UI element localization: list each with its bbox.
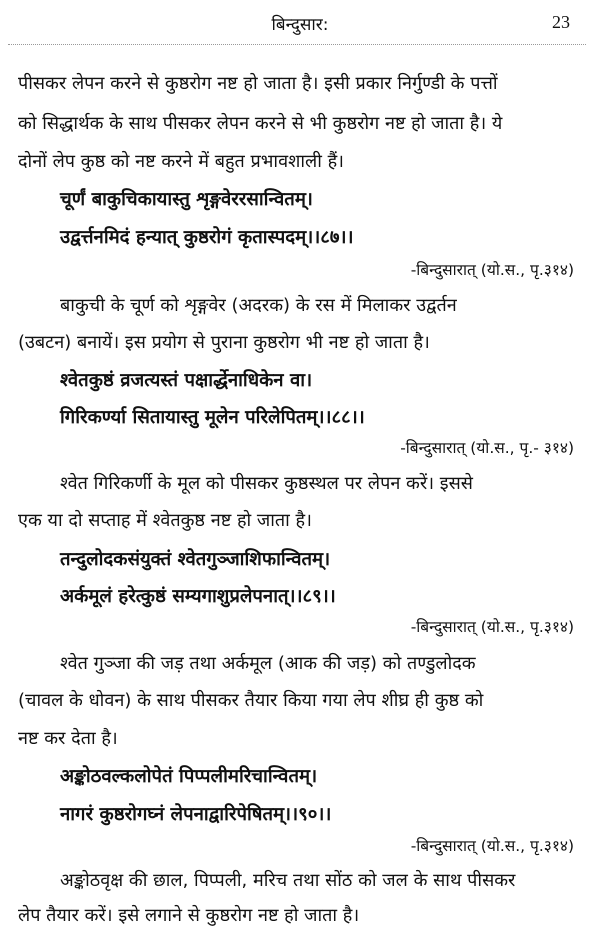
citation: -बिन्दुसारात् (यो.स., पृ.३१४) xyxy=(410,837,574,855)
verse-line: उद्वर्त्तनमिदं हन्यात् कुष्ठरोगं कृतास्पदम्।।८७।। xyxy=(60,227,354,248)
text-line: एक या दो सप्ताह में श्वेतकुष्ठ नष्ट हो जाता है। xyxy=(18,510,312,531)
verse-line: चूर्णं बाकुचिकायास्तु शृङ्गवेररसान्वितम्। xyxy=(60,189,313,210)
text-line: लेप तैयार करें। इसे लगाने से कुष्ठरोग नष्ट हो जाता है। xyxy=(18,905,360,926)
page-header xyxy=(0,0,600,50)
text-line: श्वेत गिरिकर्णी के मूल को पीसकर कुष्ठस्थल पर लेपन करें। इससे xyxy=(60,473,473,494)
verse-line: अर्कमूलं हरेत्कुष्ठं सम्यगाशुप्रलेपनात्।।८९।। xyxy=(60,586,336,607)
text-line: बाकुची के चूर्ण को शृङ्गवेर (अदरक) के रस में मिलाकर उद्वर्तन xyxy=(60,295,457,316)
text-line: नष्ट कर देता है। xyxy=(18,728,118,749)
citation: -बिन्दुसारात् (यो.स., पृ.३१४) xyxy=(410,618,574,636)
header-divider xyxy=(8,44,586,45)
text-line: (चावल के धोवन) के साथ पीसकर तैयार किया गया लेप शीघ्र ही कुष्ठ को xyxy=(18,690,484,711)
text-line: पीसकर लेपन करने से कुष्ठरोग नष्ट हो जाता है। इसी प्रकार निर्गुण्डी के पत्तों xyxy=(18,73,498,94)
text-line: अङ्कोठवृक्ष की छाल, पिप्पली, मरिच तथा सोंठ को जल के साथ पीसकर xyxy=(60,870,516,891)
text-line: श्वेत गुञ्जा की जड़ तथा अर्कमूल (आक की जड़) को तण्डुलोदक xyxy=(60,653,476,674)
verse-line: नागरं कुष्ठरोगघ्नं लेपनाद्वारिपेषितम्।।९०।। xyxy=(60,804,332,825)
verse-line: गिरिकर्ण्या सितायास्तु मूलेन परिलेपितम्।।८८।। xyxy=(60,407,365,428)
verse-line: श्वेतकुष्ठं व्रजत्यस्तं पक्षार्द्धेनाधिकेन वा। xyxy=(60,370,313,391)
text-line: को सिद्धार्थक के साथ पीसकर लेपन करने से भी कुष्ठरोग नष्ट हो जाता है। ये xyxy=(18,113,503,134)
text-line: दोनों लेप कुष्ठ को नष्ट करने में बहुत प्रभावशाली हैं। xyxy=(18,151,344,172)
citation: -बिन्दुसारात् (यो.स., पृ.- ३१४) xyxy=(400,439,574,457)
verse-line: तन्दुलोदकसंयुक्तं श्वेतगुञ्जाशिफान्वितम्। xyxy=(60,549,331,570)
text-line: (उबटन) बनायें। इस प्रयोग से पुराना कुष्ठरोग भी नष्ट हो जाता है। xyxy=(18,332,430,353)
running-head: बिन्दुसार: xyxy=(271,15,329,35)
citation: -बिन्दुसारात् (यो.स., पृ.३१४) xyxy=(410,261,574,279)
verse-line: अङ्कोठवल्कलोपेतं पिप्पलीमरिचान्वितम्। xyxy=(60,766,318,787)
page-number: 23 xyxy=(552,12,570,32)
